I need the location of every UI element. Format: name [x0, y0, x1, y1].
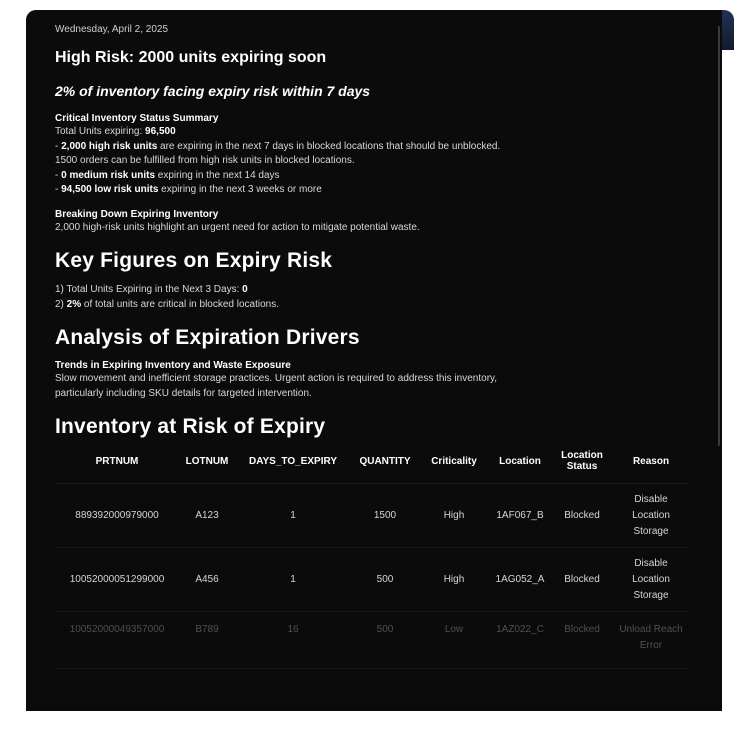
table-cell: A456: [179, 548, 235, 612]
key-figure-2-rest: of total units are critical in blocked locations.: [81, 298, 280, 310]
inventory-table: [55, 439, 689, 669]
summary-title: Critical Inventory Status Summary: [55, 113, 219, 124]
table-row: [55, 548, 689, 612]
table-header-row: [55, 439, 689, 484]
table-cell: 1AG052_A: [489, 548, 551, 612]
analysis-heading: Analysis of Expiration Drivers: [55, 326, 360, 349]
report-panel[interactable]: [26, 10, 722, 711]
breakdown-text: 2,000 high-risk units highlight an urgent need for action to mitigate potential waste.: [55, 221, 420, 233]
analysis-line-1: Slow movement and inefficient storage practices. Urgent action is required to address this inventory,: [55, 373, 498, 384]
column-header[interactable]: LOTNUM: [179, 439, 235, 484]
summary-low-rest: expiring in the next 3 weeks or more: [158, 184, 322, 195]
summary-low: [55, 183, 695, 198]
column-header[interactable]: Location Status: [551, 439, 613, 484]
summary-medium: [55, 169, 695, 184]
table-cell: Disable Location Storage: [613, 548, 689, 612]
report-content: [55, 24, 695, 669]
table-cell: High: [419, 484, 489, 548]
table-cell: 16: [235, 612, 351, 669]
column-header[interactable]: QUANTITY: [351, 439, 419, 484]
table-cell: Unload Reach Error: [613, 612, 689, 669]
table-cell: 889392000979000: [55, 484, 179, 548]
scrollbar[interactable]: [718, 26, 720, 446]
alert-title: High Risk: 2000 units expiring soon: [55, 49, 327, 66]
key-figure-2: [55, 298, 695, 313]
key-figure-2-prefix: 2): [55, 298, 67, 310]
table-cell: A123: [179, 484, 235, 548]
summary-high-bold: 2,000 high risk units: [61, 140, 158, 152]
key-figures-heading: Key Figures on Expiry Risk: [55, 249, 333, 272]
table-cell: High: [419, 548, 489, 612]
analysis-title: Trends in Expiring Inventory and Waste Exposure: [55, 360, 291, 371]
key-figure-1-label: 1) Total Units Expiring in the Next 3 Days:: [55, 284, 243, 295]
table-cell: 10052000051299000: [55, 548, 179, 612]
column-header[interactable]: Criticality: [419, 439, 489, 484]
summary-high-prefix: -: [55, 140, 62, 152]
table-cell: 500: [351, 612, 419, 669]
summary-orders: 1500 orders can be fulfilled from high risk units in blocked locations.: [55, 155, 355, 166]
column-header[interactable]: Location: [489, 439, 551, 484]
summary-medium-bold: 0 medium risk units: [61, 169, 156, 181]
inventory-table-wrap: [55, 439, 695, 669]
summary-low-bold: 94,500 low risk units: [61, 184, 159, 195]
key-figure-2-bold: 2%: [66, 298, 82, 310]
key-figure-1: [55, 283, 695, 298]
spacer: [55, 198, 695, 209]
table-cell: 1500: [351, 484, 419, 548]
summary-medium-rest: expiring in the next 14 days: [155, 169, 280, 181]
column-header[interactable]: DAYS_TO_EXPIRY: [235, 439, 351, 484]
table-cell: 1: [235, 484, 351, 548]
summary-total-value: 96,500: [145, 126, 176, 137]
table-cell: Low: [419, 612, 489, 669]
summary-total-label: Total Units expiring:: [55, 126, 146, 137]
column-header[interactable]: PRTNUM: [55, 439, 179, 484]
table-cell: 500: [351, 548, 419, 612]
summary-high: [55, 140, 695, 155]
summary-high-rest: are expiring in the next 7 days in blocked locations that should be unblocked.: [157, 140, 501, 152]
window-edge: [722, 10, 734, 50]
table-cell: B789: [179, 612, 235, 669]
table-cell: Blocked: [551, 484, 613, 548]
table-cell: Blocked: [551, 612, 613, 669]
analysis-line-2: particularly including SKU details for targeted intervention.: [55, 387, 312, 399]
breakdown-title: Breaking Down Expiring Inventory: [55, 208, 219, 220]
table-cell: Disable Location Storage: [613, 484, 689, 548]
column-header[interactable]: Reason: [613, 439, 689, 484]
table-cell: Blocked: [551, 548, 613, 612]
table-cell: 1AF067_B: [489, 484, 551, 548]
summary-medium-prefix: -: [55, 169, 62, 181]
table-cell: 1: [235, 548, 351, 612]
report-date: Wednesday, April 2, 2025: [55, 24, 169, 35]
table-heading: Inventory at Risk of Expiry: [55, 415, 326, 438]
summary-low-prefix: -: [55, 184, 62, 195]
table-row: [55, 484, 689, 548]
table-cell: 10052000049357000: [55, 612, 179, 669]
table-cell: 1AZ022_C: [489, 612, 551, 669]
summary-total: [55, 125, 695, 140]
table-row: [55, 612, 689, 669]
key-figure-1-value: 0: [242, 284, 248, 295]
alert-subtitle: 2% of inventory facing expiry risk within 7 days: [55, 83, 371, 99]
